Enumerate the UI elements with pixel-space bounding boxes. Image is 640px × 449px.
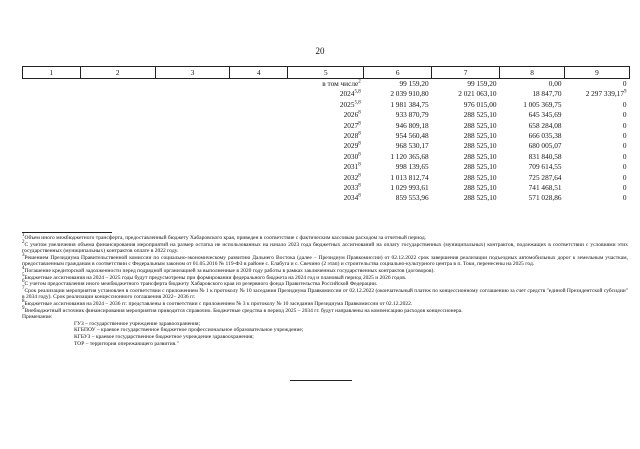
empty-cell (80, 121, 155, 131)
empty-cell (155, 152, 230, 162)
value-cell-c9: 0 (622, 120, 627, 130)
abbreviation-item: ТОР – территория опережающего развития." (74, 340, 179, 347)
value-cell-c6: 1 013 812,74 (390, 172, 429, 182)
empty-cell (23, 141, 81, 151)
value-cell-c8: 0,00 (548, 79, 562, 88)
empty-cell (80, 89, 155, 99)
value-cell-c6: 1 029 993,61 (390, 183, 429, 193)
table-row (23, 79, 630, 90)
value-cell-c8: 18 847,70 (532, 89, 562, 99)
header-cell: 2 (80, 67, 155, 79)
footnote: $^3$Решением Президиума Правительственной комиссии по социально-экономическому развитию Дальнего Востока (далее – Президиум Правкомиссии) от 02.12.2022 срок завершения реализации подъездных автомобильных дорог к земельным участкам, предоставленным гражданам в соответствии с Федеральным законом от 01.05.2016 № 119-ФЗ в районе с. Елабуга и с. Свечино (2 этап) и строительства социально-культурного центра в п. Токи, перенесены на 2025 год. (22, 252, 628, 268)
table-row (23, 183, 630, 193)
empty-cell (23, 121, 81, 131)
table-row (23, 131, 630, 141)
footnote: $^2$С учетом увеличения объема финансирования мероприятий на размер остатка не использованных на начало 2023 года бюджетных ассигнований на оплату государственных (муниципальных) контрактов, подлежащих в соответствии с условиями этих государственных (муниципальных) контрактов оплате в 2022 году. (22, 239, 628, 255)
value-cell-c7: 288 525,10 (463, 131, 497, 141)
value-cell-c8: 741 468,51 (528, 183, 562, 193)
header-cell: 6 (364, 67, 432, 79)
empty-cell (23, 89, 81, 99)
empty-cell (155, 173, 230, 183)
empty-cell (155, 183, 230, 193)
footnote: $^8$Бюджетные ассигнования на 2024 – 2036 гг. представлены в соответствии с приложением № 3 к протоколу № 10 заседания Президиума Правкомиссии от 02.12.2022. (22, 299, 413, 307)
empty-cell (155, 100, 230, 110)
empty-cell (23, 79, 81, 90)
year-label: 2033$^8$ (343, 183, 361, 193)
value-cell-c9: 0 (622, 162, 627, 172)
year-label: 2029$^8$ (343, 141, 361, 151)
header-cell: 7 (432, 67, 500, 79)
value-cell-c9: 0 (622, 151, 627, 161)
footnotes-section (22, 232, 628, 347)
empty-cell (230, 162, 288, 172)
empty-cell (23, 193, 81, 203)
table-row (23, 173, 630, 183)
value-cell-c6: 968 530,17 (395, 141, 429, 151)
empty-cell (23, 131, 81, 141)
empty-cell (230, 131, 288, 141)
abbreviation-item: КГБУЗ – краевое государственное бюджетное учреждение здравоохранения; (74, 333, 254, 340)
header-row (23, 67, 630, 79)
value-cell-c8: 709 614,55 (528, 162, 562, 172)
value-cell-c7: 288 525,10 (463, 120, 497, 130)
abbreviation-item: КГБПОУ – краевое государственное бюджетное профессиональное образовательное учреждение; (74, 327, 304, 334)
value-cell-c6: 1 120 365,68 (390, 151, 429, 161)
value-cell-c9: 0 (622, 99, 627, 109)
value-cell-c7: 976 015,00 (463, 99, 497, 109)
year-label: 2028$^8$ (343, 131, 361, 141)
value-cell-c7: 288 525,10 (463, 193, 497, 203)
empty-cell (155, 79, 230, 90)
value-cell-c9: 2 297 339,17$^9$ (585, 89, 627, 99)
empty-cell (230, 79, 288, 90)
value-cell-c9: 0 (622, 110, 627, 120)
table-row (23, 193, 630, 203)
footnote: $^6$С учетом предоставления иного межбюджетного трансферта бюджету Хабаровского края из резервного фонда Правительства Российской Федерации. (22, 279, 378, 288)
value-cell-c6: 2 039 910,80 (390, 89, 429, 99)
empty-cell (230, 121, 288, 131)
note-title: Примечание: (22, 314, 53, 321)
value-cell-c8: 725 287,64 (528, 172, 562, 182)
empty-cell (230, 193, 288, 203)
year-label: 2024$^{5,8}$ (339, 89, 361, 99)
value-cell-c9: 0 (622, 193, 627, 203)
value-cell-c7: 288 525,10 (463, 151, 497, 161)
footnote: $^4$Погашение кредиторской задолженности перед подрядной организацией за выполненные в 2020 году работы в рамках заключенных государственных контрактов (договоров). (22, 266, 435, 274)
value-cell-c9: 0 (622, 172, 627, 182)
year-label: 2034$^8$ (343, 193, 361, 203)
value-cell-c9: 0 (622, 79, 627, 88)
table-row (23, 121, 630, 131)
empty-cell (230, 152, 288, 162)
year-label: 2027$^8$ (343, 120, 361, 130)
empty-cell (80, 79, 155, 90)
empty-cell (230, 89, 288, 99)
footnote: $^5$Бюджетные ассигнования на 2024 – 2025 годы будут предусмотрены при формировании федерального бюджета на 2024 год и плановый период 2025 и 2026 годов. (22, 272, 407, 281)
empty-cell (230, 110, 288, 120)
empty-cell (80, 100, 155, 110)
empty-cell (155, 162, 230, 172)
year-label: 2026$^8$ (343, 110, 361, 120)
empty-cell (230, 173, 288, 183)
abbreviation-item: ГУЗ – государственное учреждение здравоохранения; (74, 320, 201, 327)
header-cell: 1 (23, 67, 81, 79)
year-label: в том числе$^2$ (322, 79, 361, 88)
value-cell-c8: 571 028,86 (528, 193, 562, 203)
value-cell-c7: 99 159,20 (467, 79, 497, 88)
value-cell-c6: 859 553,96 (395, 193, 429, 203)
empty-cell (230, 183, 288, 193)
empty-cell (23, 110, 81, 120)
value-cell-c6: 1 981 384,75 (390, 99, 429, 109)
table-row (23, 110, 630, 120)
empty-cell (80, 131, 155, 141)
footnote: $^7$Срок реализации мероприятия установлен в соответствии с приложением № 1 к протоколу № 10 заседания Президиума Правкомиссии от 02.12.2022 (окончательный платеж по концессионному соглашению за счет средств "единой Президентской субсидии" в 2034 году). Срок реализации концессионного соглашения 2022– 2036 гг. (22, 285, 628, 301)
value-cell-c9: 0 (622, 183, 627, 193)
financing-table (22, 66, 630, 204)
value-cell-c7: 288 525,10 (463, 183, 497, 193)
empty-cell (80, 152, 155, 162)
empty-cell (230, 100, 288, 110)
value-cell-c7: 288 525,10 (463, 110, 497, 120)
value-cell-c6: 933 870,79 (395, 110, 429, 120)
empty-cell (80, 141, 155, 151)
footnote: $^9$Внебюджетный источник финансирования мероприятия приводится справочно. Бюджетные средства в период 2025 – 2034 гг. будут направлены на компенсацию расходов концессионера. (22, 305, 463, 314)
empty-cell (80, 162, 155, 172)
empty-cell (230, 141, 288, 151)
header-cell: 5 (288, 67, 364, 79)
header-cell: 4 (230, 67, 288, 79)
value-cell-c9: 0 (622, 141, 627, 151)
value-cell-c8: 645 345,69 (528, 110, 562, 120)
value-cell-c8: 831 840,58 (528, 151, 562, 161)
header-cell: 9 (565, 67, 630, 79)
year-label: 2025$^{5,8}$ (339, 99, 361, 109)
value-cell-c6: 954 560,48 (395, 131, 429, 141)
empty-cell (155, 89, 230, 99)
value-cell-c7: 288 525,10 (463, 162, 497, 172)
empty-cell (23, 162, 81, 172)
year-label: 2031$^8$ (343, 162, 361, 172)
empty-cell (155, 193, 230, 203)
empty-cell (23, 183, 81, 193)
value-cell-c8: 658 284,08 (528, 120, 562, 130)
header-cell: 8 (500, 67, 565, 79)
empty-cell (155, 141, 230, 151)
footnote-rule (22, 232, 112, 233)
value-cell-c6: 946 809,18 (395, 120, 429, 130)
value-cell-c7: 288 525,10 (463, 172, 497, 182)
table-row (23, 100, 630, 110)
value-cell-c7: 2 021 063,10 (458, 89, 497, 99)
value-cell-c8: 1 005 369,75 (523, 99, 562, 109)
empty-cell (80, 173, 155, 183)
value-cell-c6: 99 159,20 (399, 79, 429, 88)
table-row (23, 89, 630, 99)
year-label: 2030$^8$ (343, 151, 361, 161)
value-cell-c6: 998 139,65 (395, 162, 429, 172)
empty-cell (23, 100, 81, 110)
table-row (23, 141, 630, 151)
empty-cell (80, 110, 155, 120)
value-cell-c7: 288 525,10 (463, 141, 497, 151)
header-cell: 3 (155, 67, 230, 79)
page-number: 20 (315, 46, 325, 56)
empty-cell (23, 152, 81, 162)
empty-cell (155, 110, 230, 120)
table-row (23, 162, 630, 172)
value-cell-c8: 680 005,07 (528, 141, 562, 151)
footnote: $^1$Объем иного межбюджетного трансферта, предоставленный бюджету Хабаровского края, приведен в соответствие с фактическим кассовым расходом за отчетный период. (22, 233, 427, 241)
closing-rule (290, 380, 352, 381)
year-label: 2032$^8$ (343, 172, 361, 182)
value-cell-c8: 666 035,38 (528, 131, 562, 141)
table-row (23, 152, 630, 162)
value-cell-c9: 0 (622, 131, 627, 141)
empty-cell (80, 183, 155, 193)
empty-cell (80, 193, 155, 203)
empty-cell (23, 173, 81, 183)
empty-cell (155, 121, 230, 131)
empty-cell (155, 131, 230, 141)
